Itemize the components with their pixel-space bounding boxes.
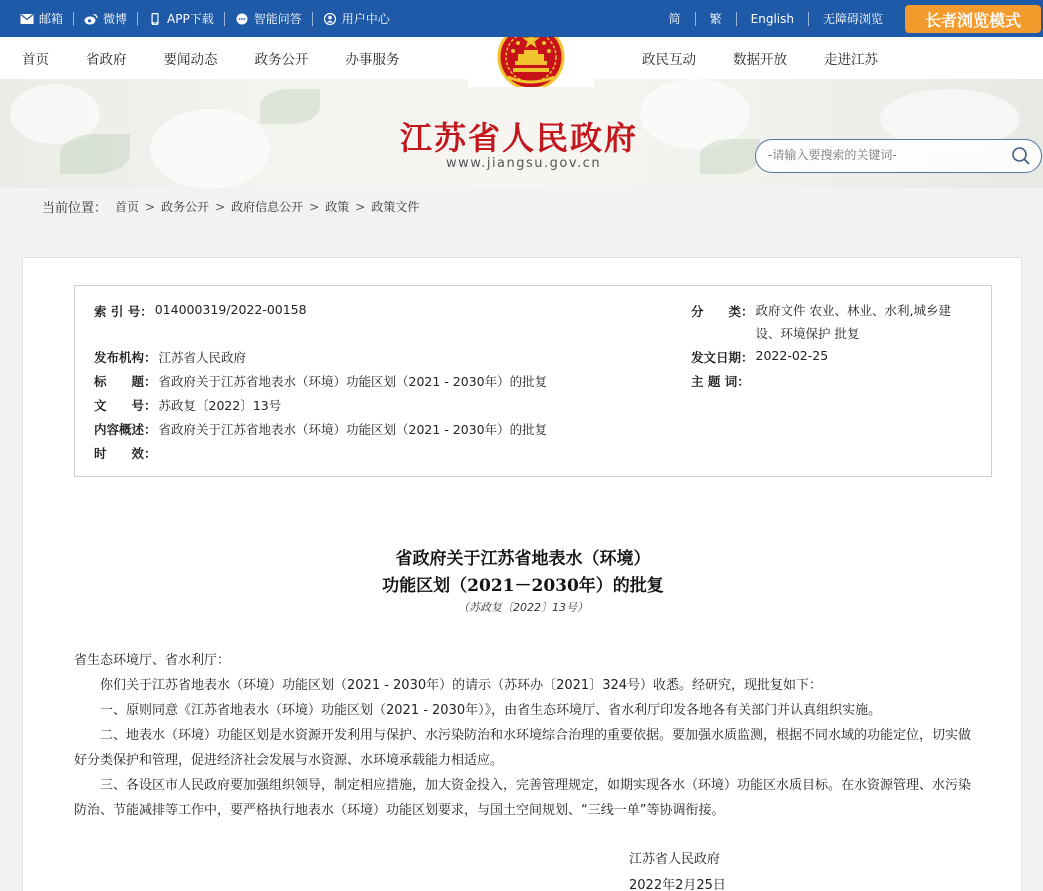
nav-province-government[interactable]: 省政府 (86, 52, 127, 68)
english-link[interactable] (737, 12, 809, 26)
paragraph-1: 你们关于江苏省地表水（环境）功能区划（2021 - 2030年）的请示（苏环办〔2021〕324号）收悉。经研究，现批复如下： (100, 678, 823, 693)
site-url: www.jiangsu.gov.cn (446, 156, 602, 171)
document-body (74, 648, 979, 823)
breadcrumb (0, 188, 1043, 225)
meta-summary (94, 420, 547, 438)
meta-category (691, 302, 951, 345)
banner-decoration (700, 139, 760, 174)
smart-qa-label: 智能问答 (253, 12, 302, 26)
english-label: English (750, 11, 794, 26)
nav-services[interactable]: 办事服务 (345, 52, 400, 68)
breadcrumb-separator: > (309, 199, 320, 214)
smart-qa-link[interactable] (225, 12, 313, 26)
paragraph-4: 三、各设区市人民政府要加强组织领导，制定相应措施，加大资金投入，完善管理规定，如期实现各水（环境）功能区水质目标。在水资源管理、水污染防治、节能减排等工作中，要严格执行地表水（环境）功能区划要求，与国土空间规划、“三线一单”等协调衔接。 (74, 778, 972, 818)
simplified-label: 简 (668, 12, 681, 26)
document-title (23, 546, 1023, 600)
mail-icon (20, 13, 34, 25)
meta-subject (691, 372, 750, 390)
top-right-links (655, 0, 897, 37)
nav-interaction[interactable]: 政民互动 (642, 52, 696, 68)
chat-icon (235, 13, 249, 25)
weibo-icon (84, 13, 98, 25)
meta-subject-label: 主 题 词： (691, 374, 750, 389)
search-icon[interactable] (1011, 146, 1031, 166)
traditional-label: 繁 (709, 12, 722, 26)
addressee: 省生态环境厅、省水利厅： (74, 653, 231, 668)
meta-category-label: 分 类： (691, 304, 754, 319)
meta-docno (94, 396, 281, 414)
banner-decoration (60, 134, 130, 174)
mail-link[interactable] (14, 12, 74, 26)
header-banner (0, 79, 1043, 188)
national-emblem-icon (468, 37, 594, 87)
mail-label: 邮箱 (39, 12, 64, 26)
breadcrumb-policy-docs[interactable]: 政策文件 (371, 200, 420, 214)
simplified-chinese-link[interactable] (655, 12, 696, 26)
top-left-links (14, 0, 400, 37)
elder-mode-button[interactable]: 长者浏览模式 (905, 5, 1041, 33)
breadcrumb-info-disclosure[interactable]: 政府信息公开 (231, 200, 304, 214)
sign-date: 2022年2月25日 (629, 878, 726, 891)
signature: 江苏省人民政府 (629, 852, 721, 867)
meta-date-label: 发文日期： (691, 350, 754, 365)
meta-summary-value: 省政府关于江苏省地表水（环境）功能区划（2021 - 2030年）的批复 (158, 422, 548, 437)
accessibility-label: 无障碍浏览 (822, 12, 883, 26)
phone-icon (148, 13, 162, 25)
search-input[interactable] (768, 148, 1008, 162)
breadcrumb-policy[interactable]: 政策 (325, 200, 350, 214)
meta-title-value: 省政府关于江苏省地表水（环境）功能区划（2021 - 2030年）的批复 (158, 374, 548, 389)
traditional-chinese-link[interactable] (696, 12, 737, 26)
search-box (755, 139, 1042, 173)
national-emblem-frame (468, 37, 594, 87)
document-title-line2: 功能区划（2021－2030年）的批复 (382, 576, 664, 596)
nav-left (22, 37, 400, 79)
user-center-label: 用户中心 (341, 12, 390, 26)
meta-title (94, 372, 547, 390)
content-panel (22, 257, 1022, 891)
meta-index-value: 014000319/2022-00158 (154, 302, 307, 317)
meta-index (94, 302, 307, 320)
document-metadata-table (74, 285, 992, 477)
nav-open-data[interactable]: 数据开放 (733, 52, 787, 68)
paragraph-3: 二、地表水（环境）功能区划是水资源开发利用与保护、水污染防治和水环境综合治理的重要依据。要加强水质监测，根据不同水域的功能定位，切实做好分类保护和管理，促进经济社会发展与水资源、水环境承载能力相适应。 (74, 728, 972, 768)
banner-decoration (150, 109, 270, 188)
user-center-link[interactable] (313, 12, 400, 26)
meta-docno-label: 文 号： (94, 398, 157, 413)
meta-category-line1: 政府文件 农业、林业、水利,城乡建 (755, 303, 951, 318)
meta-category-value (756, 299, 951, 345)
breadcrumb-separator: > (145, 199, 156, 214)
breadcrumb-gov-affairs[interactable]: 政务公开 (161, 200, 210, 214)
document-number: （苏政复〔2022〕13号） (458, 601, 588, 614)
breadcrumb-separator: > (215, 199, 226, 214)
meta-publisher-value: 江苏省人民政府 (158, 350, 247, 365)
breadcrumb-separator: > (355, 199, 366, 214)
breadcrumb-inner (42, 188, 419, 225)
breadcrumb-home[interactable]: 首页 (115, 200, 140, 214)
app-download-label: APP下载 (167, 12, 214, 26)
banner-decoration (260, 89, 320, 124)
breadcrumb-label: 当前位置： (42, 201, 108, 216)
meta-index-label: 索 引 号： (94, 304, 153, 319)
nav-gov-affairs[interactable]: 政务公开 (254, 52, 309, 68)
document-title-line1: 省政府关于江苏省地表水（环境） (395, 549, 651, 569)
top-utility-bar (0, 0, 1043, 37)
paragraph-2: 一、原则同意《江苏省地表水（环境）功能区划（2021 - 2030年）》，由省生态环境厅、省水利厅印发各地各有关部门并认真组织实施。 (100, 703, 882, 718)
weibo-link[interactable] (74, 12, 138, 26)
meta-docno-value: 苏政复〔2022〕13号 (158, 398, 282, 413)
accessibility-link[interactable] (809, 12, 897, 26)
meta-title-label: 标 题： (94, 374, 157, 389)
nav-about-jiangsu[interactable]: 走进江苏 (824, 52, 878, 68)
weibo-label: 微博 (103, 12, 128, 26)
meta-publisher (94, 348, 246, 366)
nav-right (642, 37, 878, 79)
app-download-link[interactable] (138, 12, 225, 26)
meta-validity (94, 444, 157, 462)
meta-summary-label: 内容概述： (94, 422, 157, 437)
meta-validity-label: 时 效： (94, 446, 157, 461)
user-icon (323, 13, 337, 25)
meta-date (691, 348, 828, 366)
meta-category-line2: 设、环境保护 批复 (755, 326, 860, 341)
site-title: 江苏省人民政府 (400, 119, 639, 157)
nav-home[interactable]: 首页 (22, 52, 49, 68)
meta-date-value: 2022-02-25 (755, 348, 829, 363)
meta-publisher-label: 发布机构： (94, 350, 157, 365)
nav-news[interactable]: 要闻动态 (163, 52, 218, 68)
